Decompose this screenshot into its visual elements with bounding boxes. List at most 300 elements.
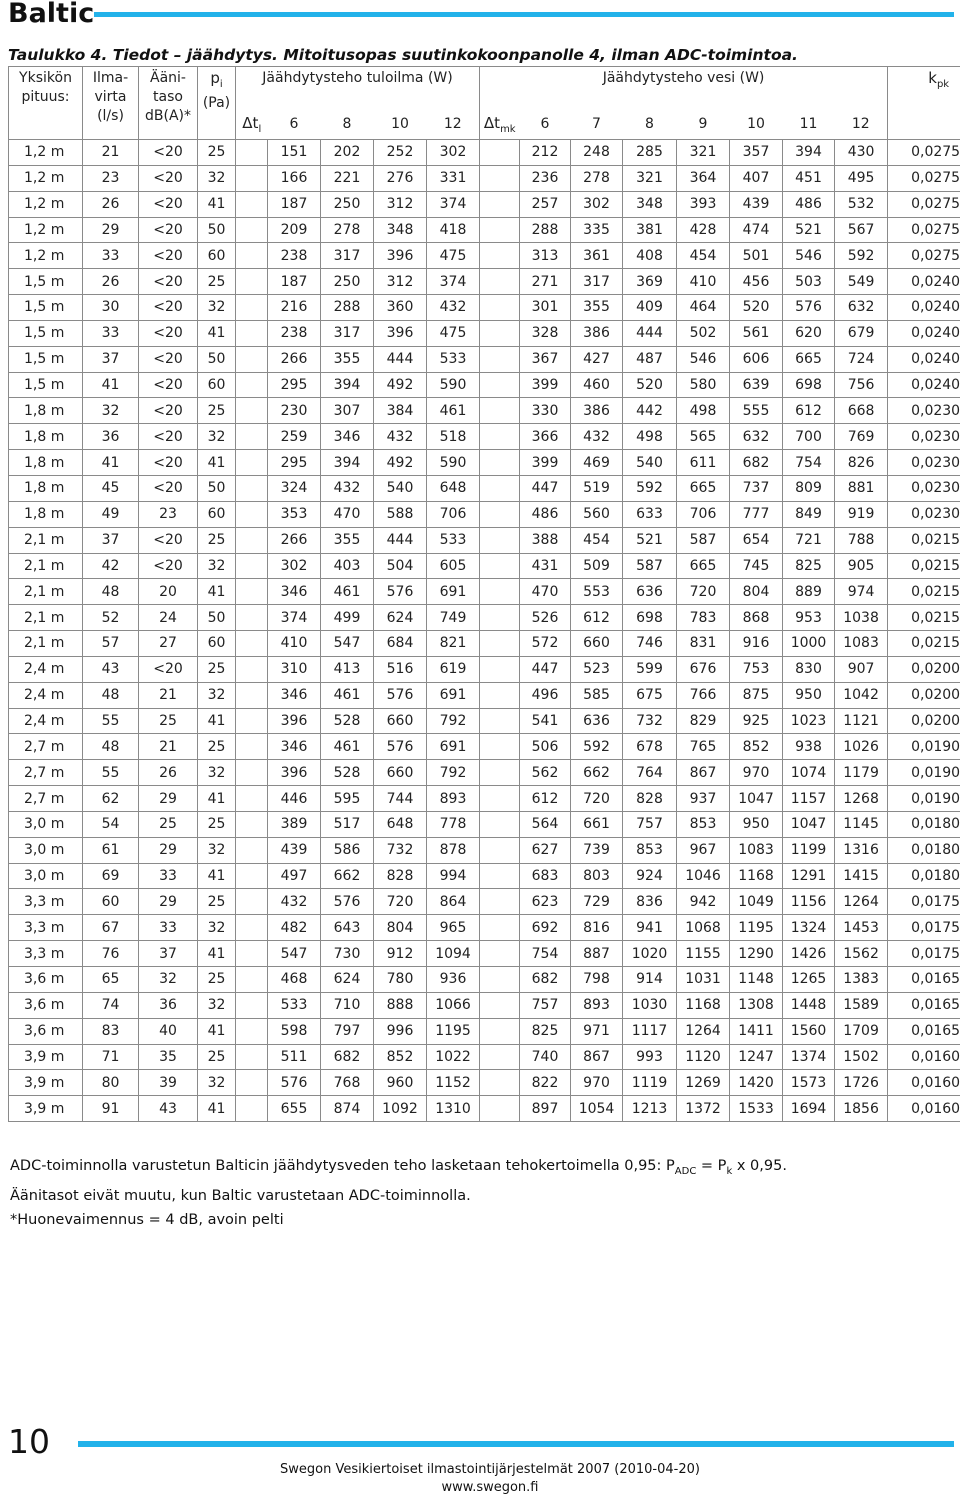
cell-length: 2,4 m xyxy=(9,708,83,734)
cell-air-8: 624 xyxy=(321,967,374,993)
cell-airflow: 48 xyxy=(83,682,139,708)
cell-water-12: 668 xyxy=(835,398,888,424)
cell-air-10: 744 xyxy=(374,786,427,812)
cell-sound-level: 20 xyxy=(139,579,198,605)
cell-spacer-water xyxy=(480,1096,520,1122)
cell-water-12: 679 xyxy=(835,320,888,346)
cell-water-10: 407 xyxy=(730,165,783,191)
cell-water-9: 546 xyxy=(677,346,730,372)
cell-water-6: 754 xyxy=(520,941,571,967)
cell-water-11: 665 xyxy=(783,346,835,372)
cell-water-6: 328 xyxy=(520,320,571,346)
cell-water-11: 1023 xyxy=(783,708,835,734)
cell-water-11: 576 xyxy=(783,295,835,321)
cell-sound-level: 39 xyxy=(139,1070,198,1096)
cell-water-7: 523 xyxy=(571,656,623,682)
cell-length: 2,1 m xyxy=(9,527,83,553)
cell-water-7: 302 xyxy=(571,191,623,217)
cell-water-10: 745 xyxy=(730,553,783,579)
cell-water-8: 321 xyxy=(623,165,677,191)
cell-air-6: 396 xyxy=(268,708,321,734)
cell-spacer-water xyxy=(480,553,520,579)
cell-air-6: 238 xyxy=(268,243,321,269)
cell-water-12: 1083 xyxy=(835,631,888,657)
cell-pressure: 32 xyxy=(198,837,236,863)
cell-water-8: 444 xyxy=(623,320,677,346)
cell-water-9: 967 xyxy=(677,837,730,863)
cell-water-10: 737 xyxy=(730,475,783,501)
cell-air-8: 768 xyxy=(321,1070,374,1096)
cell-sound-level: 33 xyxy=(139,915,198,941)
cell-sound-level: <20 xyxy=(139,295,198,321)
cell-water-8: 1119 xyxy=(623,1070,677,1096)
cell-air-12: 590 xyxy=(427,372,480,398)
table-row xyxy=(9,1070,960,1096)
cell-sound-level: 29 xyxy=(139,786,198,812)
cell-water-9: 1031 xyxy=(677,967,730,993)
cell-kpk: 0,0160 xyxy=(888,1044,960,1070)
cell-air-10: 888 xyxy=(374,992,427,1018)
table-row xyxy=(9,837,960,863)
header-pressure-unit: (Pa) xyxy=(202,94,231,111)
cell-airflow: 36 xyxy=(83,424,139,450)
cell-spacer-water xyxy=(480,165,520,191)
cell-spacer-air xyxy=(236,320,268,346)
cell-length: 3,3 m xyxy=(9,941,83,967)
cell-water-10: 1411 xyxy=(730,1018,783,1044)
cell-water-9: 765 xyxy=(677,734,730,760)
table-row xyxy=(9,1096,960,1122)
cell-spacer-air xyxy=(236,346,268,372)
cell-water-8: 520 xyxy=(623,372,677,398)
cell-airflow: 37 xyxy=(83,346,139,372)
cell-air-10: 576 xyxy=(374,579,427,605)
cell-air-8: 307 xyxy=(321,398,374,424)
cell-water-11: 1157 xyxy=(783,786,835,812)
cell-length: 1,2 m xyxy=(9,165,83,191)
cell-water-6: 388 xyxy=(520,527,571,553)
cell-air-6: 374 xyxy=(268,605,321,631)
table-row xyxy=(9,734,960,760)
cell-air-6: 396 xyxy=(268,760,321,786)
cell-pressure: 50 xyxy=(198,217,236,243)
cell-water-11: 1694 xyxy=(783,1096,835,1122)
cell-water-11: 612 xyxy=(783,398,835,424)
cell-air-8: 643 xyxy=(321,915,374,941)
cell-length: 2,7 m xyxy=(9,734,83,760)
cell-water-6: 431 xyxy=(520,553,571,579)
cell-water-9: 428 xyxy=(677,217,730,243)
cell-air-8: 250 xyxy=(321,269,374,295)
cell-water-12: 1502 xyxy=(835,1044,888,1070)
cell-length: 1,8 m xyxy=(9,424,83,450)
cell-water-10: 520 xyxy=(730,295,783,321)
cell-pressure: 41 xyxy=(198,1018,236,1044)
cell-air-12: 331 xyxy=(427,165,480,191)
cell-water-7: 660 xyxy=(571,631,623,657)
cell-airflow: 26 xyxy=(83,191,139,217)
cell-pressure: 41 xyxy=(198,579,236,605)
cell-water-6: 683 xyxy=(520,863,571,889)
cell-spacer-air xyxy=(236,941,268,967)
cell-air-10: 912 xyxy=(374,941,427,967)
cell-airflow: 49 xyxy=(83,501,139,527)
cell-airflow: 74 xyxy=(83,992,139,1018)
cell-water-7: 469 xyxy=(571,450,623,476)
header-air-delta-8: 8 xyxy=(342,116,352,132)
cell-air-10: 624 xyxy=(374,605,427,631)
cell-length: 3,9 m xyxy=(9,1044,83,1070)
cell-kpk: 0,0190 xyxy=(888,734,960,760)
cell-air-8: 317 xyxy=(321,243,374,269)
cell-spacer-water xyxy=(480,1070,520,1096)
cell-air-12: 792 xyxy=(427,760,480,786)
cell-air-8: 461 xyxy=(321,579,374,605)
table-row xyxy=(9,165,960,191)
cell-length: 1,2 m xyxy=(9,243,83,269)
cell-pressure: 32 xyxy=(198,915,236,941)
cell-air-8: 710 xyxy=(321,992,374,1018)
cell-water-10: 632 xyxy=(730,424,783,450)
cell-water-7: 1054 xyxy=(571,1096,623,1122)
cell-air-6: 259 xyxy=(268,424,321,450)
cell-water-11: 451 xyxy=(783,165,835,191)
cell-water-11: 1265 xyxy=(783,967,835,993)
cell-kpk: 0,0240 xyxy=(888,346,960,372)
cell-air-10: 432 xyxy=(374,424,427,450)
table-row xyxy=(9,811,960,837)
cell-pressure: 32 xyxy=(198,295,236,321)
cell-length: 2,7 m xyxy=(9,760,83,786)
cell-air-12: 965 xyxy=(427,915,480,941)
cell-air-6: 346 xyxy=(268,579,321,605)
cell-spacer-water xyxy=(480,734,520,760)
cell-water-12: 1121 xyxy=(835,708,888,734)
cell-sound-level: <20 xyxy=(139,191,198,217)
cell-sound-level: <20 xyxy=(139,165,198,191)
cell-kpk: 0,0215 xyxy=(888,527,960,553)
cell-water-7: 519 xyxy=(571,475,623,501)
cell-water-10: 1247 xyxy=(730,1044,783,1070)
cell-water-6: 288 xyxy=(520,217,571,243)
cell-water-11: 1560 xyxy=(783,1018,835,1044)
cell-water-9: 393 xyxy=(677,191,730,217)
cell-kpk: 0,0240 xyxy=(888,320,960,346)
cell-air-12: 778 xyxy=(427,811,480,837)
cell-water-7: 887 xyxy=(571,941,623,967)
cell-air-6: 310 xyxy=(268,656,321,682)
note-adc: ADC-toiminnolla varustetun Balticin jäähdytysveden teho lasketaan tehokertoimella 0,95: $P_{ADC} = P_k$ x 0,95. xyxy=(10,1158,787,1177)
header-water-delta-7: 7 xyxy=(592,116,601,132)
cell-kpk: 0,0175 xyxy=(888,915,960,941)
cell-water-8: 698 xyxy=(623,605,677,631)
cell-water-8: 369 xyxy=(623,269,677,295)
cell-length: 2,1 m xyxy=(9,579,83,605)
cell-length: 3,6 m xyxy=(9,1018,83,1044)
cell-airflow: 29 xyxy=(83,217,139,243)
cell-water-8: 941 xyxy=(623,915,677,941)
cell-water-12: 1562 xyxy=(835,941,888,967)
cell-water-6: 496 xyxy=(520,682,571,708)
cell-water-10: 639 xyxy=(730,372,783,398)
cell-water-8: 1213 xyxy=(623,1096,677,1122)
cell-air-8: 528 xyxy=(321,760,374,786)
cell-water-8: 498 xyxy=(623,424,677,450)
cell-water-11: 1291 xyxy=(783,863,835,889)
cell-water-12: 974 xyxy=(835,579,888,605)
cell-water-11: 1324 xyxy=(783,915,835,941)
cell-water-7: 970 xyxy=(571,1070,623,1096)
table-row xyxy=(9,295,960,321)
cell-air-8: 413 xyxy=(321,656,374,682)
brand-accent-line xyxy=(94,12,954,17)
cell-spacer-water xyxy=(480,967,520,993)
cell-air-6: 216 xyxy=(268,295,321,321)
cell-airflow: 76 xyxy=(83,941,139,967)
cell-air-10: 576 xyxy=(374,734,427,760)
cell-pressure: 25 xyxy=(198,527,236,553)
cell-air-8: 288 xyxy=(321,295,374,321)
cell-water-11: 698 xyxy=(783,372,835,398)
cell-spacer-air xyxy=(236,992,268,1018)
cell-water-6: 313 xyxy=(520,243,571,269)
cell-air-6: 497 xyxy=(268,863,321,889)
cell-air-12: 691 xyxy=(427,682,480,708)
cell-air-10: 444 xyxy=(374,527,427,553)
cell-spacer-air xyxy=(236,527,268,553)
cell-air-6: 511 xyxy=(268,1044,321,1070)
cell-air-6: 266 xyxy=(268,527,321,553)
cell-length: 3,6 m xyxy=(9,967,83,993)
cell-air-12: 619 xyxy=(427,656,480,682)
cell-water-8: 409 xyxy=(623,295,677,321)
cell-spacer-air xyxy=(236,424,268,450)
cell-air-10: 252 xyxy=(374,140,427,166)
cell-spacer-air xyxy=(236,656,268,682)
cell-water-12: 788 xyxy=(835,527,888,553)
cell-spacer-water xyxy=(480,889,520,915)
header-water-delta-10: 10 xyxy=(747,116,765,132)
cell-water-9: 1372 xyxy=(677,1096,730,1122)
cell-water-8: 285 xyxy=(623,140,677,166)
cell-air-8: 595 xyxy=(321,786,374,812)
cell-water-12: 826 xyxy=(835,450,888,476)
cell-water-6: 447 xyxy=(520,475,571,501)
cell-airflow: 54 xyxy=(83,811,139,837)
cell-water-12: 1042 xyxy=(835,682,888,708)
cell-spacer-air xyxy=(236,605,268,631)
cell-air-10: 504 xyxy=(374,553,427,579)
cell-water-9: 766 xyxy=(677,682,730,708)
table-row xyxy=(9,682,960,708)
cell-spacer-water xyxy=(480,811,520,837)
cell-airflow: 48 xyxy=(83,734,139,760)
cell-air-6: 389 xyxy=(268,811,321,837)
cell-sound-level: 37 xyxy=(139,941,198,967)
cell-spacer-air xyxy=(236,915,268,941)
cell-air-10: 444 xyxy=(374,346,427,372)
cell-water-9: 665 xyxy=(677,553,730,579)
cell-sound-level: <20 xyxy=(139,372,198,398)
cell-water-10: 868 xyxy=(730,605,783,631)
cell-water-10: 1168 xyxy=(730,863,783,889)
cell-water-11: 1156 xyxy=(783,889,835,915)
cell-air-12: 893 xyxy=(427,786,480,812)
cell-water-12: 1415 xyxy=(835,863,888,889)
cell-pressure: 25 xyxy=(198,734,236,760)
cell-water-6: 572 xyxy=(520,631,571,657)
table-row xyxy=(9,527,960,553)
cell-air-12: 994 xyxy=(427,863,480,889)
cell-water-10: 1148 xyxy=(730,967,783,993)
cell-air-6: 432 xyxy=(268,889,321,915)
cell-air-6: 410 xyxy=(268,631,321,657)
footer-accent-line xyxy=(78,1441,954,1447)
cell-pressure: 41 xyxy=(198,708,236,734)
cell-water-9: 853 xyxy=(677,811,730,837)
cell-air-8: 432 xyxy=(321,475,374,501)
cell-length: 3,6 m xyxy=(9,992,83,1018)
cell-water-8: 678 xyxy=(623,734,677,760)
header-air-delta-10: 10 xyxy=(391,116,409,132)
cell-sound-level: <20 xyxy=(139,475,198,501)
cell-air-12: 590 xyxy=(427,450,480,476)
cell-air-10: 516 xyxy=(374,656,427,682)
table-row xyxy=(9,346,960,372)
header-kpk-k: k xyxy=(928,69,937,87)
cell-spacer-air xyxy=(236,682,268,708)
cell-sound-level: <20 xyxy=(139,398,198,424)
cell-air-10: 852 xyxy=(374,1044,427,1070)
cell-pressure: 32 xyxy=(198,165,236,191)
cell-air-6: 166 xyxy=(268,165,321,191)
cell-water-8: 732 xyxy=(623,708,677,734)
cell-water-8: 487 xyxy=(623,346,677,372)
cell-water-12: 430 xyxy=(835,140,888,166)
cell-spacer-air xyxy=(236,889,268,915)
cell-water-7: 553 xyxy=(571,579,623,605)
cell-air-12: 475 xyxy=(427,243,480,269)
cell-water-8: 675 xyxy=(623,682,677,708)
cell-air-6: 353 xyxy=(268,501,321,527)
cell-air-8: 797 xyxy=(321,1018,374,1044)
cell-air-6: 209 xyxy=(268,217,321,243)
cell-airflow: 62 xyxy=(83,786,139,812)
cell-water-12: 1145 xyxy=(835,811,888,837)
cell-water-12: 1268 xyxy=(835,786,888,812)
footer-publication: Swegon Vesikiertoiset ilmastointijärjestelmät 2007 (2010-04-20) xyxy=(280,1462,700,1477)
table-row xyxy=(9,398,960,424)
cell-water-8: 636 xyxy=(623,579,677,605)
cell-water-6: 623 xyxy=(520,889,571,915)
cell-kpk: 0,0160 xyxy=(888,1070,960,1096)
cell-water-11: 1074 xyxy=(783,760,835,786)
cell-air-10: 996 xyxy=(374,1018,427,1044)
cell-pressure: 25 xyxy=(198,398,236,424)
cell-water-9: 937 xyxy=(677,786,730,812)
cell-water-8: 599 xyxy=(623,656,677,682)
cell-water-6: 367 xyxy=(520,346,571,372)
cell-air-12: 475 xyxy=(427,320,480,346)
cell-water-11: 825 xyxy=(783,553,835,579)
header-delta-water: $\Delta t_{mk}$ xyxy=(483,113,516,135)
cell-spacer-air xyxy=(236,398,268,424)
cell-water-11: 521 xyxy=(783,217,835,243)
cell-water-10: 970 xyxy=(730,760,783,786)
cell-water-8: 540 xyxy=(623,450,677,476)
cell-kpk: 0,0190 xyxy=(888,760,960,786)
cell-water-9: 676 xyxy=(677,656,730,682)
cell-pressure: 50 xyxy=(198,475,236,501)
cell-water-6: 526 xyxy=(520,605,571,631)
cell-water-7: 427 xyxy=(571,346,623,372)
cell-spacer-water xyxy=(480,140,520,166)
cell-length: 3,3 m xyxy=(9,915,83,941)
cell-spacer-air xyxy=(236,786,268,812)
cell-water-12: 1726 xyxy=(835,1070,888,1096)
table-row xyxy=(9,605,960,631)
cell-water-9: 502 xyxy=(677,320,730,346)
cell-water-9: 410 xyxy=(677,269,730,295)
cell-air-12: 418 xyxy=(427,217,480,243)
cell-water-8: 587 xyxy=(623,553,677,579)
cell-water-11: 1374 xyxy=(783,1044,835,1070)
cell-spacer-air xyxy=(236,243,268,269)
cell-water-7: 386 xyxy=(571,320,623,346)
cell-water-12: 881 xyxy=(835,475,888,501)
cell-air-10: 720 xyxy=(374,889,427,915)
cell-sound-level: <20 xyxy=(139,269,198,295)
cell-water-7: 509 xyxy=(571,553,623,579)
cell-spacer-water xyxy=(480,992,520,1018)
cell-air-6: 187 xyxy=(268,191,321,217)
cell-air-12: 691 xyxy=(427,734,480,760)
header-water-cooling: Jäähdytysteho vesi (W) xyxy=(480,67,888,110)
note-sound: Äänitasot eivät muutu, kun Baltic varustetaan ADC-toiminnolla. xyxy=(10,1187,471,1204)
cell-water-8: 924 xyxy=(623,863,677,889)
cell-water-11: 953 xyxy=(783,605,835,631)
cell-water-7: 335 xyxy=(571,217,623,243)
cell-air-10: 588 xyxy=(374,501,427,527)
cell-kpk: 0,0215 xyxy=(888,579,960,605)
cell-water-8: 521 xyxy=(623,527,677,553)
cell-air-10: 648 xyxy=(374,811,427,837)
cell-kpk: 0,0165 xyxy=(888,967,960,993)
cell-airflow: 26 xyxy=(83,269,139,295)
cell-spacer-water xyxy=(480,837,520,863)
cell-water-9: 321 xyxy=(677,140,730,166)
table-row xyxy=(9,191,960,217)
cell-air-6: 230 xyxy=(268,398,321,424)
cell-water-6: 562 xyxy=(520,760,571,786)
cell-water-8: 764 xyxy=(623,760,677,786)
cell-water-8: 836 xyxy=(623,889,677,915)
cell-length: 1,2 m xyxy=(9,140,83,166)
cell-airflow: 52 xyxy=(83,605,139,631)
cell-air-10: 660 xyxy=(374,708,427,734)
cell-spacer-air xyxy=(236,295,268,321)
cell-water-8: 757 xyxy=(623,811,677,837)
cell-air-6: 439 xyxy=(268,837,321,863)
page-footer xyxy=(280,1461,700,1497)
table-row xyxy=(9,992,960,1018)
cell-water-10: 555 xyxy=(730,398,783,424)
cell-water-11: 1000 xyxy=(783,631,835,657)
cell-water-6: 236 xyxy=(520,165,571,191)
cell-air-8: 730 xyxy=(321,941,374,967)
table-row xyxy=(9,967,960,993)
cell-air-8: 202 xyxy=(321,140,374,166)
